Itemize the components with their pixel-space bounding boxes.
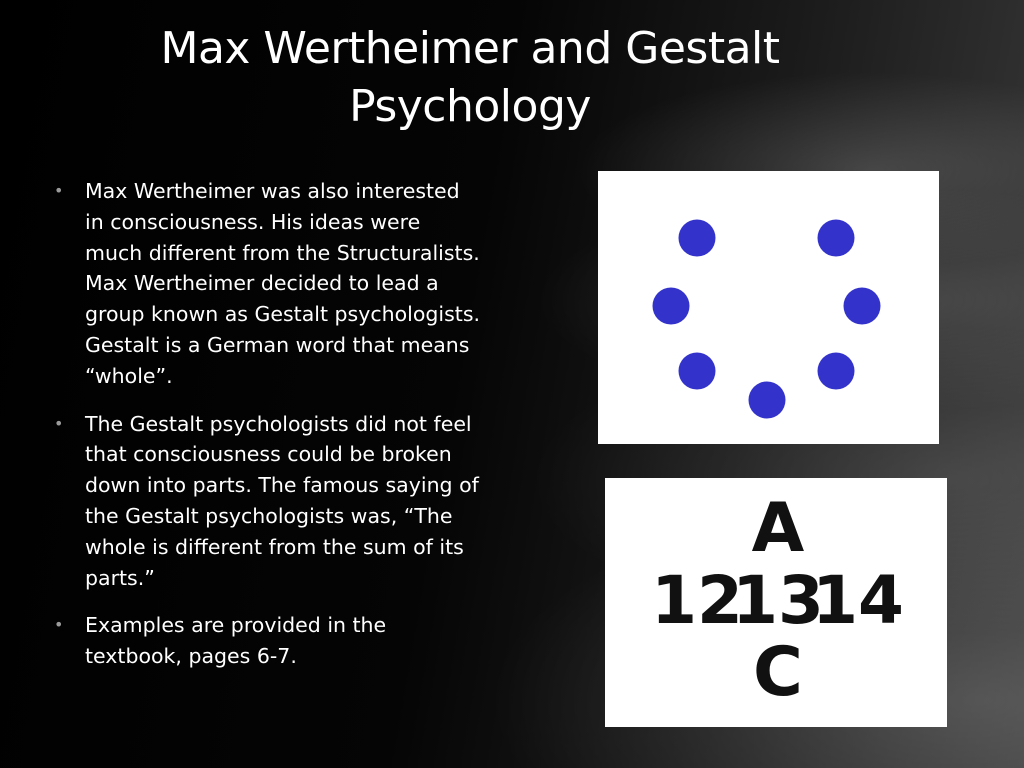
figure-number-right: 14	[812, 562, 904, 639]
figure-dot	[653, 288, 690, 325]
figure-dot	[749, 382, 786, 419]
bullet-item	[50, 176, 480, 392]
bullet-item	[50, 409, 480, 594]
figure-dot	[818, 220, 855, 257]
gestalt-dots-figure	[598, 171, 939, 444]
figure-number-left: 12	[651, 562, 743, 639]
dots-circle-image	[598, 171, 939, 444]
bullet-dot-icon: •	[54, 181, 64, 200]
bullet-dot-icon: •	[54, 413, 64, 433]
bullet-text: Max Wertheimer was also interested in consciousness. His ideas were much different from the Structuralists. Max Wertheimer decided to lead a group known as Gestalt psychologists. Gestalt is a German word that means “whole”.	[85, 179, 481, 388]
figure-dot	[679, 353, 716, 390]
figure-dot	[679, 220, 716, 257]
bullet-item	[50, 610, 480, 672]
slide-title: Max Wertheimer and Gestalt Psychology	[160, 23, 780, 132]
gestalt-letters-numbers-figure	[605, 478, 947, 727]
figure-dot	[818, 353, 855, 390]
bullet-content	[50, 176, 480, 689]
figure-number-center: 13	[732, 562, 824, 639]
bullet-text: Examples are provided in the textbook, pages 6-7.	[85, 613, 387, 669]
letters-numbers-image	[605, 478, 947, 727]
bullet-dot-icon: •	[54, 615, 64, 635]
bullet-list	[50, 176, 480, 672]
bullet-text: The Gestalt psychologists did not feel that consciousness could be broken down into parts. The famous saying of the Gestalt psychologists was, “The whole is different from the sum of its parts.”	[85, 411, 479, 590]
figure-dot	[844, 288, 881, 325]
figure-letter-bottom: C	[753, 633, 803, 712]
figure-letter-top: A	[751, 489, 805, 568]
